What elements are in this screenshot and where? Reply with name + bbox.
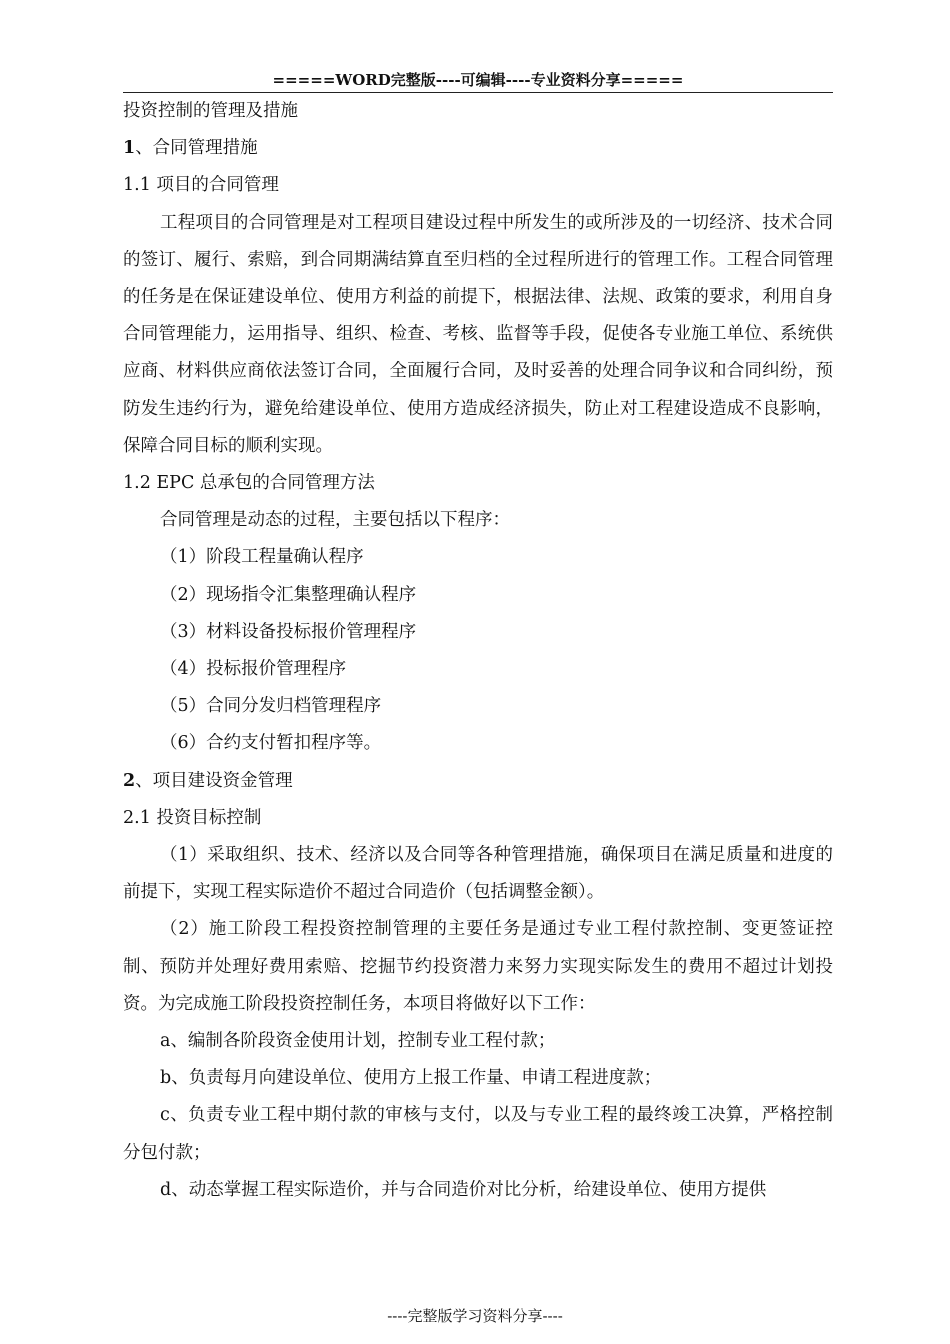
- list-item-procedure: （5）合同分发归档管理程序: [160, 696, 382, 717]
- subsection-1-2-heading: 1.2 EPC 总承包的合同管理方法: [123, 473, 375, 494]
- document-body: [123, 93, 833, 1209]
- section-2-title: 、项目建设资金管理: [135, 770, 293, 791]
- page-header: =====WORD完整版----可编辑----专业资料分享=====: [272, 71, 684, 89]
- list-item-procedure: （3）材料设备投标报价管理程序: [160, 621, 417, 642]
- document-title: 投资控制的管理及措施: [123, 101, 298, 121]
- paragraph-investment-goal-2: （2）施工阶段工程投资控制管理的主要任务是通过专业工程付款控制、变更签证控制、预防并处理好费用索赔、挖掘节约投资潜力来努力实现实际发生的费用不超过计划投资。为完成施工阶段投资控制任务，本项目将做好以下工作：: [123, 919, 833, 1014]
- list-item-procedure: （6）合约支付暂扣程序等。: [160, 733, 382, 754]
- list-item-procedure: （1）阶段工程量确认程序: [160, 547, 364, 568]
- list-item-procedure: （4）投标报价管理程序: [160, 659, 347, 680]
- list-item-task: a、编制各阶段资金使用计划，控制专业工程付款；: [160, 1031, 556, 1052]
- list-item-task: c、负责专业工程中期付款的审核与支付，以及与专业工程的最终竣工决算，严格控制分包付款；: [123, 1105, 833, 1163]
- subsection-2-1-heading: 2.1 投资目标控制: [123, 807, 262, 828]
- section-2-heading: [123, 763, 833, 800]
- section-1-title: 、合同管理措施: [135, 138, 258, 159]
- list-item-task: b、负责每月向建设单位、使用方上报工作量、申请工程进度款；: [160, 1068, 662, 1089]
- section-1-number: 1: [123, 138, 136, 159]
- section-2-number: 2: [123, 770, 136, 791]
- page-footer: ----完整版学习资料分享----: [387, 1307, 563, 1325]
- paragraph-investment-goal-1: （1）采取组织、技术、经济以及合同等各种管理措施，确保项目在满足质量和进度的前提下，实现工程实际造价不超过合同造价（包括调整金额）。: [123, 845, 833, 903]
- subsection-1-1-heading: 1.1 项目的合同管理: [123, 175, 279, 196]
- section-1-heading: [123, 130, 833, 167]
- list-item-procedure: （2）现场指令汇集整理确认程序: [160, 584, 417, 605]
- list-item-task: d、动态掌握工程实际造价，并与合同造价对比分析，给建设单位、使用方提供: [160, 1179, 767, 1200]
- paragraph-contract-management: 工程项目的合同管理是对工程项目建设过程中所发生的或所涉及的一切经济、技术合同的签订、履行、索赔，到合同期满结算直至归档的全过程所进行的管理工作。工程合同管理的任务是在保证建设单位、使用方利益的前提下，根据法律、法规、政策的要求，利用自身合同管理能力，运用指导、组织、检查、考核、监督等手段，促使各专业施工单位、系统供应商、材料供应商依法签订合同，全面履行合同，及时妥善的处理合同争议和合同纠纷，预防发生违约行为，避免给建设单位、使用方造成经济损失，防止对工程建设造成不良影响，保障合同目标的顺利实现。: [123, 212, 833, 456]
- paragraph-procedures-intro: 合同管理是动态的过程，主要包括以下程序：: [160, 510, 510, 531]
